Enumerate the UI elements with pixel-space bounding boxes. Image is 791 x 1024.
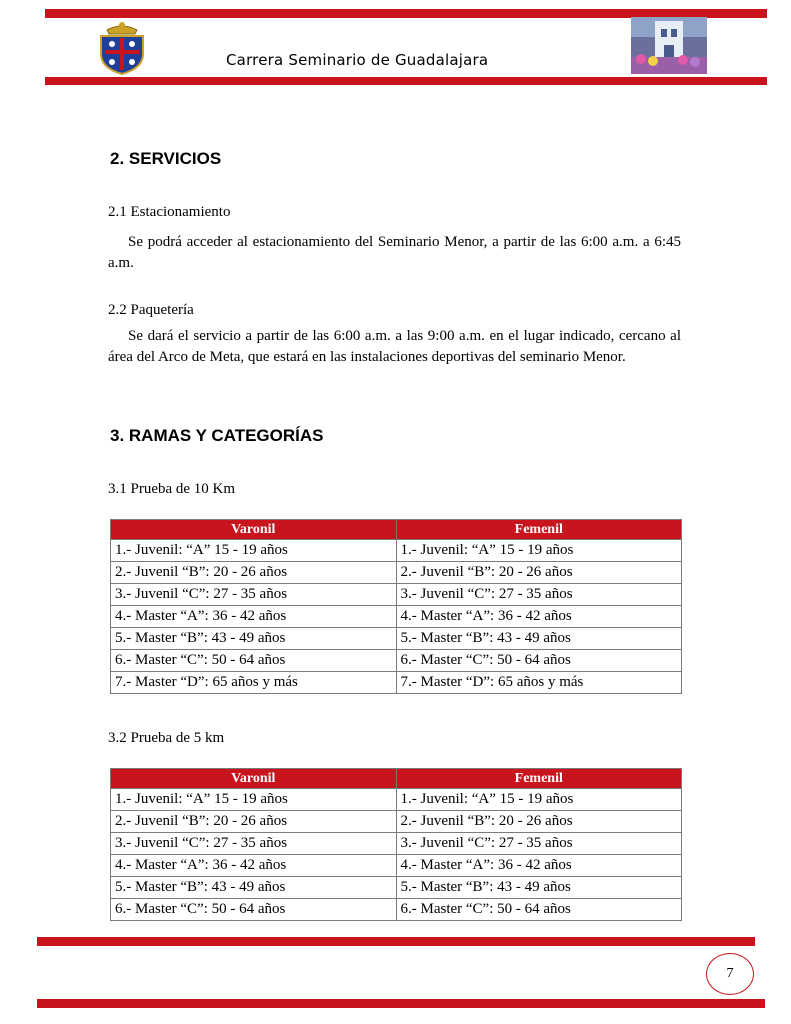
paragraph-estacionamiento	[108, 232, 681, 274]
cell-varonil: 7.- Master “D”: 65 años y más	[111, 672, 397, 694]
table-row	[111, 855, 682, 877]
section-heading-ramas: 3. RAMAS Y CATEGORÍAS	[110, 426, 324, 445]
table-row	[111, 628, 682, 650]
cell-femenil: 4.- Master “A”: 36 - 42 años	[396, 606, 682, 628]
table-prueba-10km	[110, 519, 682, 694]
seminary-photo	[631, 17, 707, 74]
page-number-text: 7	[726, 966, 734, 981]
cell-femenil: 6.- Master “C”: 50 - 64 años	[396, 650, 682, 672]
cell-femenil: 5.- Master “B”: 43 - 49 años	[396, 877, 682, 899]
table-row	[111, 584, 682, 606]
cell-varonil: 5.- Master “B”: 43 - 49 años	[111, 628, 397, 650]
subsection-title-prueba-5km: 3.2 Prueba de 5 km	[108, 730, 225, 746]
cell-varonil: 3.- Juvenil “C”: 27 - 35 años	[111, 833, 397, 855]
header-bottom-bar	[45, 77, 767, 85]
table-row	[111, 672, 682, 694]
table-header-row	[111, 769, 682, 789]
header-femenil: Femenil	[396, 769, 682, 789]
table-row	[111, 811, 682, 833]
cell-varonil: 6.- Master “C”: 50 - 64 años	[111, 650, 397, 672]
table-row	[111, 650, 682, 672]
header-varonil: Varonil	[111, 520, 397, 540]
header-femenil: Femenil	[396, 520, 682, 540]
footer-top-bar	[37, 937, 755, 946]
table-prueba-5km	[110, 768, 682, 921]
section-heading-servicios: 2. SERVICIOS	[110, 149, 222, 168]
table-row	[111, 877, 682, 899]
cell-femenil: 3.- Juvenil “C”: 27 - 35 años	[396, 584, 682, 606]
cell-femenil: 5.- Master “B”: 43 - 49 años	[396, 628, 682, 650]
seminary-crest-logo	[97, 20, 147, 76]
table-row	[111, 606, 682, 628]
header-varonil: Varonil	[111, 769, 397, 789]
footer-bottom-bar	[37, 999, 765, 1008]
cell-femenil: 7.- Master “D”: 65 años y más	[396, 672, 682, 694]
cell-varonil: 2.- Juvenil “B”: 20 - 26 años	[111, 811, 397, 833]
subsection-title-estacionamiento: 2.1 Estacionamiento	[108, 204, 231, 220]
cell-varonil: 6.- Master “C”: 50 - 64 años	[111, 899, 397, 921]
page-number	[706, 953, 754, 995]
subsection-title-prueba-10km: 3.1 Prueba de 10 Km	[108, 481, 236, 497]
cell-femenil: 3.- Juvenil “C”: 27 - 35 años	[396, 833, 682, 855]
cell-varonil: 4.- Master “A”: 36 - 42 años	[111, 855, 397, 877]
cell-femenil: 1.- Juvenil: “A” 15 - 19 años	[396, 540, 682, 562]
paragraph-paqueteria	[108, 326, 681, 368]
cell-femenil: 2.- Juvenil “B”: 20 - 26 años	[396, 562, 682, 584]
paqueteria-text: Se dará el servicio a partir de las 6:00 a.m. a las 9:00 a.m. en el lugar indicado, cercano al área del Arco de Meta, que estará en las instalaciones deportivas del seminario Menor.	[108, 328, 681, 365]
table-row	[111, 562, 682, 584]
cell-varonil: 1.- Juvenil: “A” 15 - 19 años	[111, 540, 397, 562]
cell-femenil: 2.- Juvenil “B”: 20 - 26 años	[396, 811, 682, 833]
header-title: Carrera Seminario de Guadalajara	[226, 51, 489, 69]
cell-varonil: 4.- Master “A”: 36 - 42 años	[111, 606, 397, 628]
table-row	[111, 833, 682, 855]
subsection-title-paqueteria: 2.2 Paquetería	[108, 302, 194, 318]
table-row	[111, 789, 682, 811]
table-header-row	[111, 520, 682, 540]
table-row	[111, 540, 682, 562]
cell-varonil: 3.- Juvenil “C”: 27 - 35 años	[111, 584, 397, 606]
cell-varonil: 5.- Master “B”: 43 - 49 años	[111, 877, 397, 899]
estacionamiento-text: Se podrá acceder al estacionamiento del Seminario Menor, a partir de las 6:00 a.m. a 6:45 a.m.	[108, 234, 681, 271]
cell-femenil: 1.- Juvenil: “A” 15 - 19 años	[396, 789, 682, 811]
cell-femenil: 4.- Master “A”: 36 - 42 años	[396, 855, 682, 877]
cell-varonil: 1.- Juvenil: “A” 15 - 19 años	[111, 789, 397, 811]
table-row	[111, 899, 682, 921]
cell-varonil: 2.- Juvenil “B”: 20 - 26 años	[111, 562, 397, 584]
cell-femenil: 6.- Master “C”: 50 - 64 años	[396, 899, 682, 921]
